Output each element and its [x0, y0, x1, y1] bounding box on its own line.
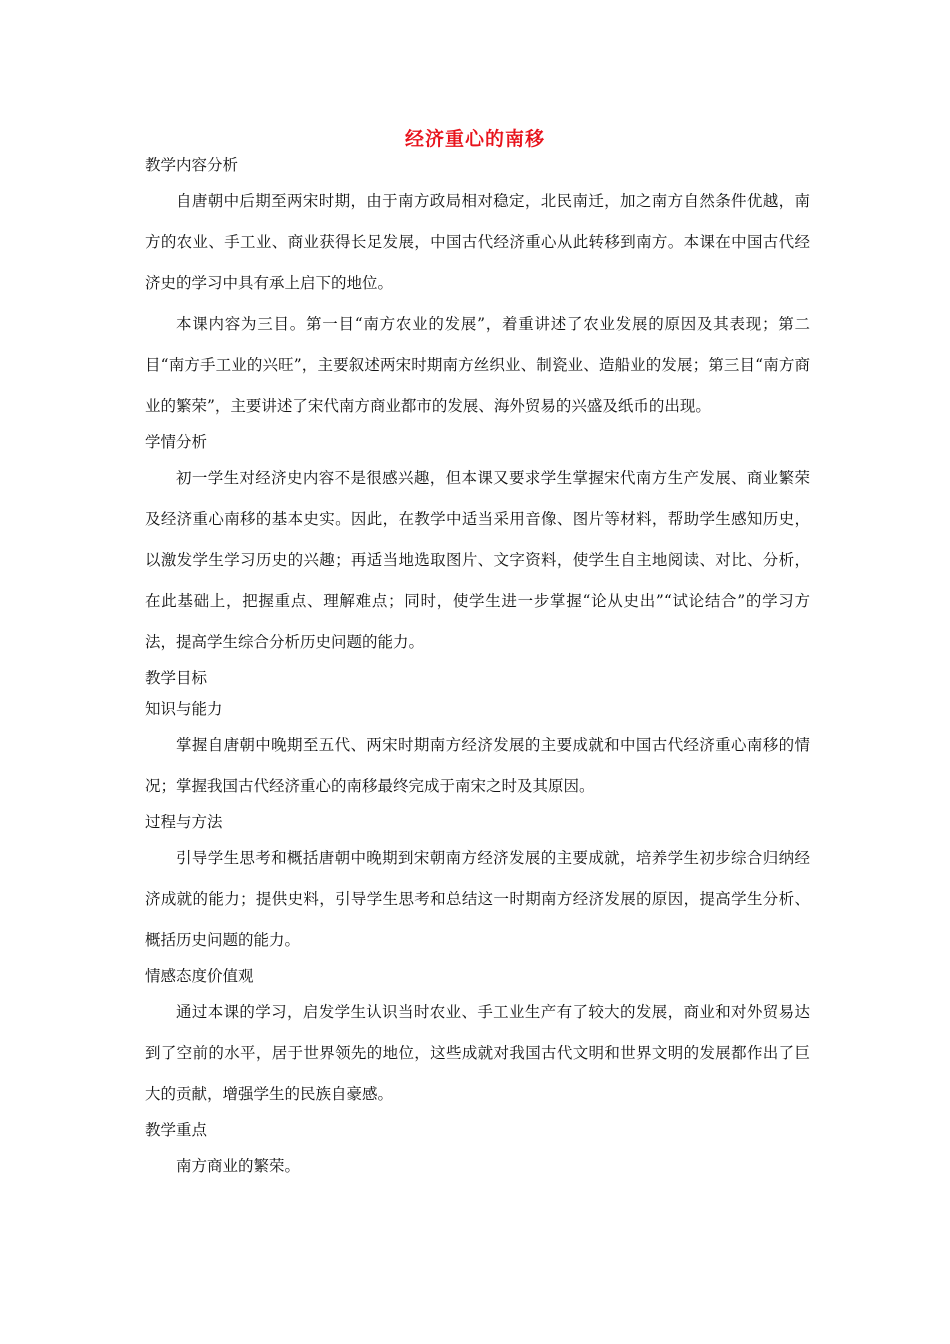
document-body: [145, 150, 810, 1187]
document-title: 经济重心的南移: [404, 128, 545, 150]
heading-knowledge: 知识与能力: [145, 700, 223, 718]
heading-process: 过程与方法: [145, 813, 223, 831]
heading-content-analysis: 教学内容分析: [145, 156, 239, 174]
paragraph: 掌握自唐朝中晚期至五代、两宋时期南方经济发展的主要成就和中国古代经济重心南移的情况；掌握我国古代经济重心的南移最终完成于南宋之时及其原因。: [145, 736, 810, 795]
paragraph: 引导学生思考和概括唐朝中晚期到宋朝南方经济发展的主要成就，培养学生初步综合归纳经济成就的能力；提供史料，引导学生思考和总结这一时期南方经济发展的原因，提高学生分析、概括历史问题的能力。: [145, 849, 810, 949]
heading-key-points: 教学重点: [145, 1121, 208, 1139]
paragraph: 南方商业的繁荣。: [176, 1157, 301, 1175]
paragraph: 自唐朝中后期至两宋时期，由于南方政局相对稳定，北民南迁，加之南方自然条件优越，南方的农业、手工业、商业获得长足发展，中国古代经济重心从此转移到南方。本课在中国古代经济史的学习中具有承上启下的地位。: [145, 192, 810, 292]
paragraph: 通过本课的学习，启发学生认识当时农业、手工业生产有了较大的发展，商业和对外贸易达到了空前的水平，居于世界领先的地位，这些成就对我国古代文明和世界文明的发展都作出了巨大的贡献，增强学生的民族自豪感。: [145, 1003, 810, 1103]
paragraph: 本课内容为三目。第一目“南方农业的发展”，着重讲述了农业发展的原因及其表现；第二目“南方手工业的兴旺”，主要叙述两宋时期南方丝织业、制瓷业、造船业的发展；第三目“南方商业的繁荣”，主要讲述了宋代南方商业都市的发展、海外贸易的兴盛及纸币的出现。: [145, 315, 810, 415]
heading-student-analysis: 学情分析: [145, 433, 208, 451]
paragraph: 初一学生对经济史内容不是很感兴趣，但本课又要求学生掌握宋代南方生产发展、商业繁荣及经济重心南移的基本史实。因此，在教学中适当采用音像、图片等材料，帮助学生感知历史，以激发学生学习历史的兴趣；再适当地选取图片、文字资料，使学生自主地阅读、对比、分析，在此基础上，把握重点、理解难点；同时，使学生进一步掌握“论从史出”“试论结合”的学习方法，提高学生综合分析历史问题的能力。: [145, 469, 810, 651]
heading-teaching-goals: 教学目标: [145, 669, 208, 687]
heading-values: 情感态度价值观: [145, 967, 254, 985]
